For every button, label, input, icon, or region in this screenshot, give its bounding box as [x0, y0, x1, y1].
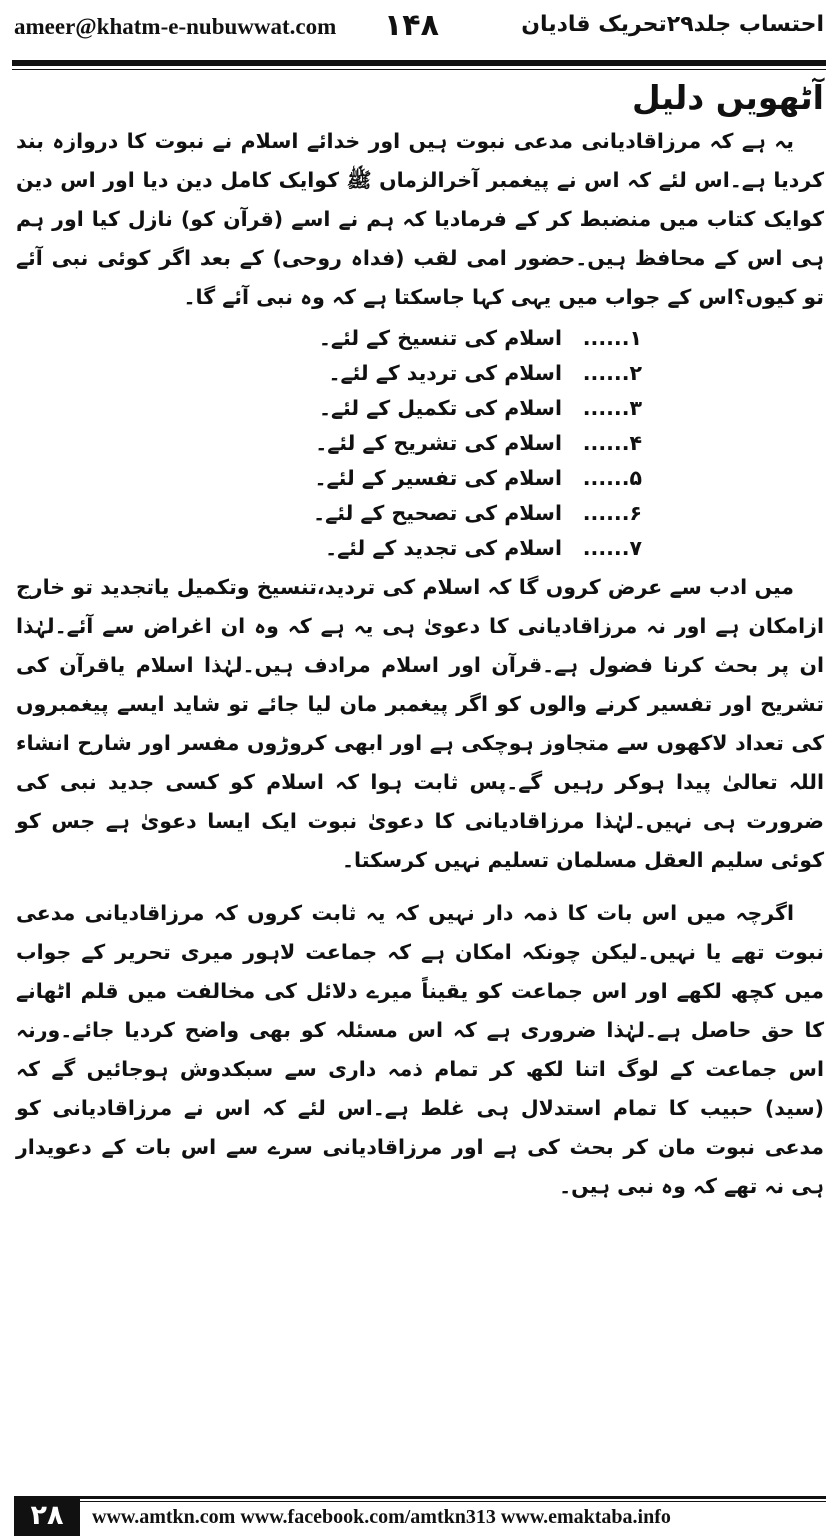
- footer-links: www.amtkn.com www.facebook.com/amtkn313 www.emaktaba.info: [92, 1506, 671, 1528]
- list-item-number: ۱......: [582, 326, 642, 350]
- header-divider-thin: [12, 69, 826, 70]
- footer-page-number: ۲۸: [14, 1496, 80, 1536]
- paragraph-3: اگرچہ میں اس بات کا ذمہ دار نہیں کہ یہ ثابت کروں کہ مرزاقادیانی مدعی نبوت تھے یا نہیں۔لیکن چونکہ امکان ہے کہ جماعت لاہور میری تحریر کے جواب میں کچھ لکھے اور اس جماعت کو یقیناً میرے دلائل کی مخالفت میں قلم اٹھانے کا حق حاصل ہے۔لہٰذا ضروری ہے کہ اس مسئلہ کو بھی واضح کردیا جائے۔ورنہ اس جماعت کے لوگ اتنا لکھ کر تمام ذمہ داری سے سبکدوش ہوجائیں گے کہ (سید) حبیب کا تمام استدلال ہی غلط ہے۔اس لئے کہ اس نے مرزاقادیانی کو مدعی نبوت مان کر بحث کی ہے اور مرزاقادیانی سرے سے اس بات کے دعویدار ہی نہ تھے کہ وہ نبی ہیں۔: [16, 901, 824, 1198]
- list-item-text: اسلام کی تکمیل کے لئے۔: [318, 396, 562, 420]
- list-item-number: ۷......: [582, 536, 642, 560]
- list-item-number: ۶......: [582, 501, 642, 525]
- list-item-text: اسلام کی تنسیخ کے لئے۔: [318, 326, 562, 350]
- page-header: [0, 0, 840, 58]
- list-item: [16, 391, 824, 426]
- list-item: [16, 461, 824, 496]
- list-item: [16, 356, 824, 391]
- list-item: [16, 321, 824, 356]
- header-email: ameer@khatm-e-nubuwwat.com: [14, 14, 337, 39]
- list-item: [16, 531, 824, 566]
- paragraph-1: یہ ہے کہ مرزاقادیانی مدعی نبوت ہیں اور خدائے اسلام نے نبوت کا دروازہ بند کردیا ہے۔اس لئے کہ اس نے پیغمبر آخرالزماں ﷺ کوایک کامل دین دیا اور اس دین کوایک کتاب میں منضبط کر کے فرمادیا کہ ہم نے اسے (قرآن کو) نازل کیا اور ہم ہی اس کے محافظ ہیں۔حضور امی لقب (فداہ روحی) کے بعد اگر کوئی نبی آئے تو کیوں؟اس کے جواب میں یہی کہا جاسکتا ہے کہ وہ نبی آئے گا۔: [16, 129, 824, 309]
- section-heading: آٹھویں دلیل: [631, 78, 824, 117]
- list-item-number: ۳......: [582, 396, 642, 420]
- footer-divider-thin: [80, 1501, 826, 1502]
- list-item-number: ۴......: [582, 431, 642, 455]
- list-item-text: اسلام کی تردید کے لئے۔: [328, 361, 562, 385]
- list-item-number: ۵......: [582, 466, 642, 490]
- page-body: [16, 74, 824, 1206]
- list-item-text: اسلام کی تفسیر کے لئے۔: [314, 466, 562, 490]
- numbered-list: [16, 321, 824, 566]
- page-footer: [0, 1494, 840, 1540]
- list-item: [16, 426, 824, 461]
- paragraph-2: میں ادب سے عرض کروں گا کہ اسلام کی تردید،تنسیخ وتکمیل یاتجدید تو خارج ازامکان ہے اور نہ مرزاقادیانی کا دعویٰ ہی یہ ہے کہ وہ ان اغراض سے آئے۔لہٰذا ان پر بحث کرنا فضول ہے۔قرآن اور اسلام مرادف ہیں۔لہٰذا اسلام یاقرآن کی تشریح اور تفسیر کرنے والوں کو اگر پیغمبر مان لیا جائے تو شاید ایسے پیغمبروں کی تعداد لاکھوں سے متجاوز ہوچکی ہے اور ابھی کروڑوں مفسر اور شارح انشاء اللہ تعالیٰ پیدا ہوکر رہیں گے۔پس ثابت ہوا کہ اسلام کو کسی جدید نبی کی ضرورت ہی نہیں۔لہٰذا مرزاقادیانی کا دعویٰ نبوت ایک ایسا دعویٰ ہے جس کو کوئی سلیم العقل مسلمان تسلیم نہیں کرسکتا۔: [16, 575, 824, 872]
- list-item-text: اسلام کی تجدید کے لئے۔: [325, 536, 562, 560]
- list-item-text: اسلام کی تشریح کے لئے۔: [315, 431, 562, 455]
- footer-divider-thick: [80, 1496, 826, 1499]
- header-page-number: ۱۴۸: [384, 8, 439, 43]
- list-item-text: اسلام کی تصحیح کے لئے۔: [313, 501, 562, 525]
- header-book-title: احتساب جلد۲۹تحریک قادیان: [521, 12, 824, 37]
- header-divider-thick: [12, 60, 826, 66]
- list-item-number: ۲......: [582, 361, 642, 385]
- list-item: [16, 496, 824, 531]
